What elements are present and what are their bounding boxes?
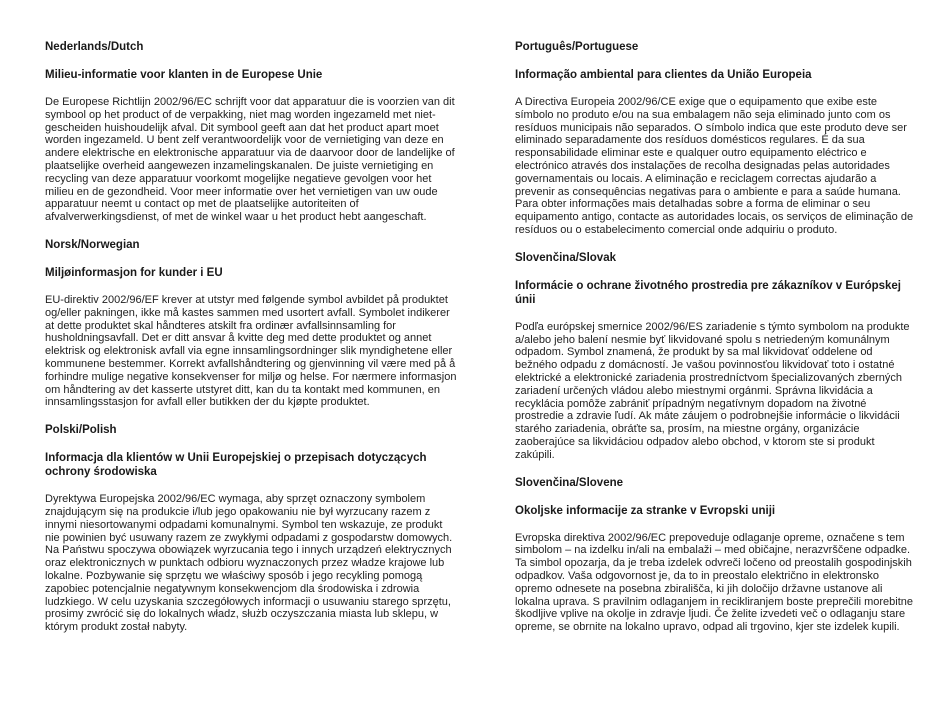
- section-body: Dyrektywa Europejska 2002/96/EC wymaga, aby sprzęt oznaczony symbolem znajdującym się na produkcie i/lub jego opakowaniu nie był wyrzucany razem z innymi niesortowanymi odpadami komunalnymi. Symbol ten wskazuje, ze produkt nie powinien być usuwany razem ze zwykłymi odpadami z gospodarstw domowych. Na Państwu spoczywa obowiązek wyrzucania tego i innych urządzeń elektrycznych oraz elektronicznych w punktach odbioru wyznaczonych przez władze krajowe lub lokalne. Pozbywanie się sprzętu we właściwy sposób i jego recykling pomogą zapobiec potencjalnie negatywnym konsekwencjom dla środowiska i zdrowia ludzkiego. W celu uzyskania szczegółowych informacji o usuwaniu starego sprzętu, prosimy zwrócić się do lokalnych władz, służb oczyszczania miasta lub sklepu, w którym produkt został nabyty.: [45, 493, 453, 634]
- section-norwegian: [45, 238, 460, 409]
- section-body: EU-direktiv 2002/96/EF krever at utstyr med følgende symbol avbildet på produktet og/eller pakningen, ikke må kastes sammen med usortert avfall. Symbolet indikerer at dette produktet skal håndteres atskilt fra ordinær avfallsinnsamling for husholdningsavfall. Det er ditt ansvar å kvitte deg med dette produktet og annet elektrisk og elektronisk avfall via egne innsamlingsordninger slik myndighetene eller kommunene bestemmer. Korrekt avfallshåndtering og gjenvinning vil være med på å forhindre mulige negative konsekvenser for miljø og helse. For nærmere informasjon om håndtering av det kasserte utstyret ditt, kan du ta kontakt med kommunen, en innsamlingsstasjon for avfall eller butikken der du kjøpte produktet.: [45, 293, 457, 409]
- language-title: Português/Portuguese: [515, 41, 639, 53]
- section-heading: Miljøinformasjon for kunder i EU: [45, 266, 223, 279]
- left-column: [45, 40, 460, 648]
- section-body: De Europese Richtlijn 2002/96/EC schrijft voor dat apparatuur die is voorzien van dit symbool op het product of de verpakking, niet mag worden ingezameld met niet-gescheiden huishoudelijk afval. Dit symbool geeft aan dat het product apart moet worden ingezameld. U bent zelf verantwoordelijk voor de vernietiging van deze en andere elektrische en elektronische apparatuur via de daarvoor door de landelijke of plaatselijke overheid aangewezen inzamelingskanalen. De juiste vernietiging en recycling van deze apparatuur voorkomt mogelijke negatieve gevolgen voor het milieu en de gezondheid. Voor meer informatie over het vernietigen van uw oude apparatuur neemt u contact op met de plaatselijke autoriteiten of afvalverwerkingsdienst, of met de winkel waar u het product hebt aangeschaft.: [45, 96, 455, 224]
- language-title: Slovenčina/Slovene: [515, 476, 624, 489]
- section-polish: [45, 423, 460, 634]
- section-heading: Informácie o ochrane životného prostredia pre zákazníkov v Európskej únii: [515, 279, 901, 306]
- section-dutch: [45, 40, 460, 224]
- section-heading: Informacja dla klientów w Unii Europejskiej o przepisach dotyczących ochrony środowiska: [45, 452, 427, 479]
- section-body: A Directiva Europeia 2002/96/CE exige que o equipamento que exibe este símbolo no produto e/ou na sua embalagem não seja eliminado junto com os resíduos municipais não separados. O símbolo indica que este produto deve ser eliminado separadamente dos resíduos domésticos regulares. É da sua responsabilidade eliminar este e qualquer outro equipamento eléctrico e electrónico através dos instalações de recolha designadas pelas autoridades governamentais ou locais. A eliminação e reciclagem correctas ajudarão a prevenir as consequências negativas para o ambiente e para a saúde humana. Para obter informações mais detalhadas sobre a forma de eliminar o seu equipamento antigo, contacte as autoridades locais, os serviços de eliminação de resíduos ou o estabelecimento comercial onde adquiriu o produto.: [515, 96, 914, 236]
- language-title: Nederlands/Dutch: [45, 41, 144, 53]
- section-body: Podľa európskej smernice 2002/96/ES zariadenie s týmto symbolom na produkte a/alebo jeho balení nesmie byť likvidované spolu s netriedeným komunálnym odpadom. Symbol znamená, že produkt by sa mal likvidovať oddelene od bežného odpadu z domácností. Je vašou povinnosťou likvidovať toto i ostatné elektrické a elektronické zariadenia prostredníctvom špecializovaných zberných zariadení určených vládou alebo miestnymi orgánmi. Správna likvidácia a recyklácia pomôže zabrániť prípadným negatívnym dopadom na životné prostredie a zdravie ľudí. Ak máte záujem o podrobnejšie informácie o likvidácii starého zariadenia, obráťte sa, prosím, na miestne orgány, organizácie zaoberajúce sa likvidáciou odpadov alebo obchod, v ktorom ste si produkt zakúpili.: [515, 320, 910, 461]
- section-portuguese: [515, 40, 915, 237]
- section-heading: Milieu-informatie voor klanten in de Europese Unie: [45, 69, 323, 81]
- section-slovak: [515, 251, 915, 462]
- section-heading: Okoljske informacije za stranke v Evropski uniji: [515, 504, 776, 517]
- language-title: Slovenčina/Slovak: [515, 251, 616, 264]
- section-slovene: [515, 476, 915, 634]
- language-title: Polski/Polish: [45, 424, 117, 437]
- section-body: Evropska direktiva 2002/96/EC prepoveduje odlaganje opreme, označene s tem simbolom – na izdelku in/ali na embalaži – med običajne, nerazvrščene odpadke. Ta simbol opozarja, da je treba izdelek odvreči ločeno od preostalih gospodinjskih odpadkov. Vaša odgovornost je, da to in preostalo električno in elektronsko opremo odnesete na posebna zbirališča, ki jih določijo državne ustanove ali lokalna uprava. S pravilnim odlaganjem in recikliranjem boste preprečili morebitne škodljive vplive na okolje in zdravje ljudi. Če želite izvedeti več o odlaganju stare opreme, se obrnite na lokalno upravo, odpad ali trgovino, kjer ste izdelek kupili.: [515, 531, 914, 634]
- language-title: Norsk/Norwegian: [45, 238, 140, 251]
- section-heading: Informação ambiental para clientes da União Europeia: [515, 69, 812, 81]
- right-column: [515, 40, 915, 648]
